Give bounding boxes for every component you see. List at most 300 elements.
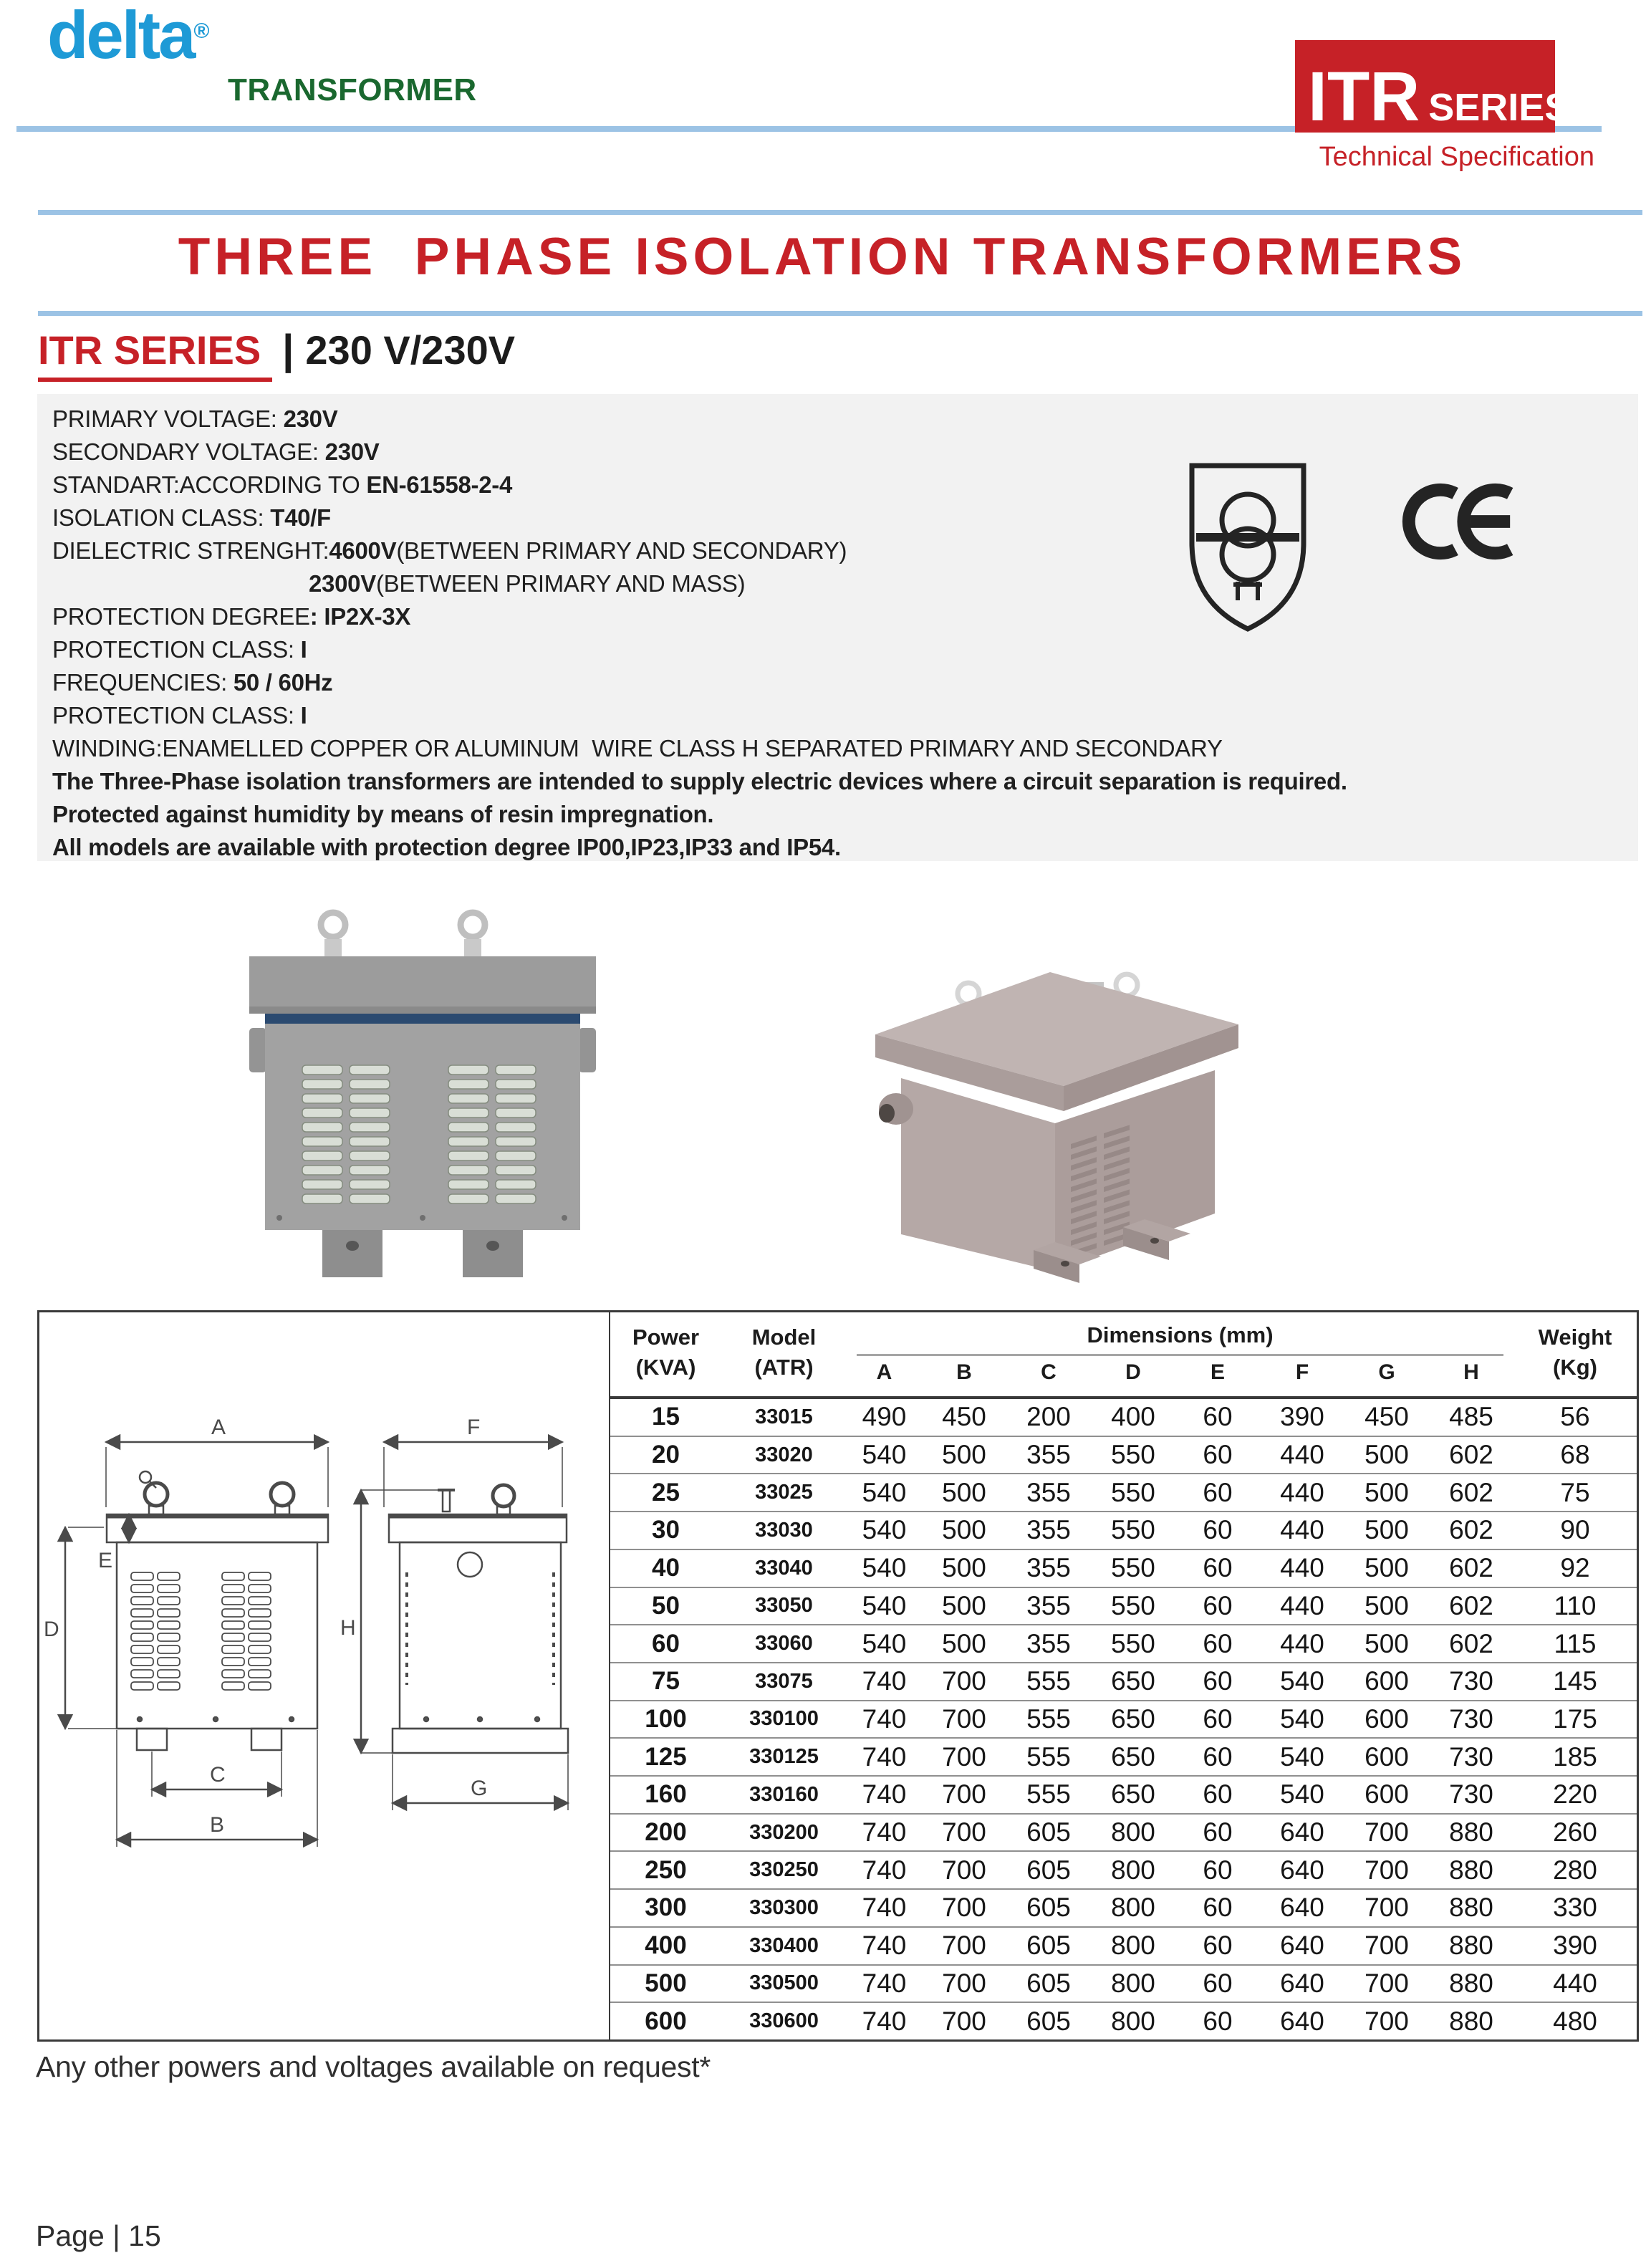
model-cell: 330200 xyxy=(749,1820,819,1844)
dim-cell: 600 xyxy=(1365,1741,1409,1772)
dim-cell: 700 xyxy=(1365,1817,1409,1847)
header-weight xyxy=(1513,1312,1637,1396)
dim-cell: 700 xyxy=(942,2006,986,2036)
dim-cell: 500 xyxy=(1365,1628,1409,1658)
dim-cell: 400 xyxy=(1111,1402,1155,1432)
dim-cell: 740 xyxy=(862,1817,907,1847)
dim-cell: 740 xyxy=(862,1893,907,1923)
dim-cell: 602 xyxy=(1449,1477,1493,1507)
table-data-area xyxy=(610,1312,1637,2039)
table-row xyxy=(610,1473,1637,1511)
dim-cell: 60 xyxy=(1203,1628,1233,1658)
dim-cell: 640 xyxy=(1280,2006,1324,2036)
spec-text: 50 / 60Hz xyxy=(233,669,333,696)
spec-text: (BETWEEN PRIMARY AND SECONDARY) xyxy=(396,537,847,564)
table-row xyxy=(610,1399,1637,1436)
dim-cell: 740 xyxy=(862,1968,907,1998)
dim-cell: 640 xyxy=(1280,1817,1324,1847)
dim-cell: 500 xyxy=(1365,1515,1409,1545)
dimensions-underline xyxy=(857,1354,1503,1356)
dim-cell: 700 xyxy=(1365,1968,1409,1998)
badge-series: ITR xyxy=(1308,57,1420,135)
registered-mark-icon: ® xyxy=(193,19,210,43)
dim-cell: 440 xyxy=(1280,1553,1324,1583)
model-cell: 33075 xyxy=(755,1669,813,1693)
front-view-drawing xyxy=(65,1442,328,1847)
table-row xyxy=(610,2002,1637,2039)
spec-text: All models are available with protection degree IP00,IP23,IP33 and IP54. xyxy=(52,834,841,860)
dim-cell: 605 xyxy=(1026,1968,1071,1998)
dim-cell: 730 xyxy=(1449,1704,1493,1734)
power-cell: 125 xyxy=(645,1742,687,1771)
power-cell: 20 xyxy=(652,1441,680,1469)
dim-cell: 500 xyxy=(942,1515,986,1545)
table-row xyxy=(610,1888,1637,1926)
header-power-line1: Power xyxy=(632,1325,700,1350)
dim-cell: 500 xyxy=(942,1590,986,1620)
power-cell: 50 xyxy=(652,1591,680,1620)
dim-cell: 540 xyxy=(1280,1666,1324,1696)
dim-cell: 640 xyxy=(1280,1855,1324,1885)
header-weight-line1: Weight xyxy=(1538,1325,1612,1350)
dim-cell: 540 xyxy=(862,1590,907,1620)
dim-cell: 605 xyxy=(1026,2006,1071,2036)
dim-cell: 490 xyxy=(862,1402,907,1432)
dimensions-table xyxy=(37,1310,1639,2042)
table-row xyxy=(610,1436,1637,1474)
dim-cell: 700 xyxy=(1365,1931,1409,1961)
dim-cell: 600 xyxy=(1365,1779,1409,1810)
spec-text: DIELECTRIC STRENGHT: xyxy=(52,537,329,564)
power-cell: 250 xyxy=(645,1855,687,1884)
model-cell: 330600 xyxy=(749,2009,819,2033)
dim-label-a: A xyxy=(211,1416,226,1439)
model-cell: 330125 xyxy=(749,1745,819,1769)
dim-cell: 540 xyxy=(1280,1779,1324,1810)
table-row xyxy=(610,1549,1637,1587)
dim-cell: 730 xyxy=(1449,1779,1493,1810)
dim-cell: 740 xyxy=(862,1931,907,1961)
dim-cell: 800 xyxy=(1111,1931,1155,1961)
dim-cell: 602 xyxy=(1449,1628,1493,1658)
dim-cell: 800 xyxy=(1111,1855,1155,1885)
subtitle-series: ITR SERIES xyxy=(38,330,272,382)
dimension-drawings xyxy=(39,1312,609,2039)
spec-text: ISOLATION CLASS: xyxy=(52,504,271,531)
table-row xyxy=(610,1850,1637,1888)
dim-cell: 60 xyxy=(1203,1931,1233,1961)
dim-cell: 60 xyxy=(1203,1440,1233,1470)
title-rule-top xyxy=(38,210,1642,215)
brand-subname: TRANSFORMER xyxy=(228,72,477,107)
power-cell: 400 xyxy=(645,1931,687,1960)
dim-cell: 555 xyxy=(1026,1779,1071,1810)
table-row xyxy=(610,1964,1637,2002)
dim-cell: 550 xyxy=(1111,1515,1155,1545)
dim-cell: 60 xyxy=(1203,1590,1233,1620)
header-power-line2: (KVA) xyxy=(635,1355,696,1380)
weight-cell: 260 xyxy=(1553,1817,1597,1847)
power-cell: 30 xyxy=(652,1516,680,1544)
model-cell: 33015 xyxy=(755,1405,813,1428)
dim-cell: 600 xyxy=(1365,1666,1409,1696)
dim-cell: 700 xyxy=(942,1817,986,1847)
dim-cell: 555 xyxy=(1026,1704,1071,1734)
header-model xyxy=(721,1312,847,1396)
dim-cell: 880 xyxy=(1449,2006,1493,2036)
header-weight-line2: (Kg) xyxy=(1553,1355,1597,1380)
dim-cell: 800 xyxy=(1111,1817,1155,1847)
dim-cell: 440 xyxy=(1280,1477,1324,1507)
dim-cell: 640 xyxy=(1280,1893,1324,1923)
dim-cell: 60 xyxy=(1203,2006,1233,2036)
dim-letter: C xyxy=(1041,1360,1057,1384)
dim-cell: 60 xyxy=(1203,1477,1233,1507)
dim-cell: 800 xyxy=(1111,1893,1155,1923)
spec-text: WINDING:ENAMELLED COPPER OR ALUMINUM WIRE CLASS H SEPARATED PRIMARY AND SECONDARY xyxy=(52,735,1223,761)
dim-cell: 880 xyxy=(1449,1931,1493,1961)
table-row xyxy=(610,1926,1637,1964)
weight-cell: 220 xyxy=(1553,1779,1597,1810)
availability-note: Any other powers and voltages available on request* xyxy=(36,2050,711,2083)
weight-cell: 115 xyxy=(1554,1628,1597,1658)
spec-text: EN-61558-2-4 xyxy=(366,471,513,498)
transformer-perspective-photo xyxy=(834,913,1279,1286)
dim-cell: 740 xyxy=(862,1666,907,1696)
weight-cell: 440 xyxy=(1553,1968,1597,1998)
dim-cell: 740 xyxy=(862,1855,907,1885)
drawing-labels xyxy=(44,1416,487,1837)
weight-cell: 110 xyxy=(1554,1590,1597,1620)
dim-cell: 540 xyxy=(862,1553,907,1583)
table-row xyxy=(610,1737,1637,1775)
spec-panel xyxy=(37,394,1638,861)
dim-cell: 355 xyxy=(1026,1553,1071,1583)
dim-cell: 740 xyxy=(862,2006,907,2036)
dim-cell: 880 xyxy=(1449,1817,1493,1847)
weight-cell: 185 xyxy=(1553,1741,1597,1772)
spec-text: STANDART:ACCORDING TO xyxy=(52,471,367,498)
dim-cell: 602 xyxy=(1449,1440,1493,1470)
spec-line xyxy=(52,567,1638,600)
weight-cell: 175 xyxy=(1553,1704,1597,1734)
dim-label-c: C xyxy=(210,1763,226,1787)
dim-cell: 700 xyxy=(942,1893,986,1923)
dim-cell: 700 xyxy=(942,1704,986,1734)
dim-cell: 355 xyxy=(1026,1515,1071,1545)
dimensions-title: Dimensions (mm) xyxy=(1087,1322,1274,1347)
table-row xyxy=(610,1700,1637,1738)
weight-cell: 68 xyxy=(1560,1440,1590,1470)
dim-cell: 880 xyxy=(1449,1893,1493,1923)
weight-cell: 280 xyxy=(1553,1855,1597,1885)
power-cell: 300 xyxy=(645,1893,687,1922)
dim-cell: 650 xyxy=(1111,1779,1155,1810)
spec-text: 4600V xyxy=(329,537,397,564)
dim-cell: 600 xyxy=(1365,1704,1409,1734)
spec-line xyxy=(52,403,1638,436)
dim-letter: F xyxy=(1295,1360,1309,1384)
dim-cell: 550 xyxy=(1111,1440,1155,1470)
table-row xyxy=(610,1662,1637,1700)
header-power xyxy=(610,1312,721,1396)
spec-line xyxy=(52,666,1638,699)
dim-cell: 740 xyxy=(862,1779,907,1810)
dim-label-e: E xyxy=(98,1549,113,1572)
dim-cell: 602 xyxy=(1449,1515,1493,1545)
table-row xyxy=(610,1511,1637,1549)
dim-label-f: F xyxy=(467,1416,481,1439)
dim-letter: A xyxy=(876,1360,892,1384)
dim-cell: 605 xyxy=(1026,1817,1071,1847)
dim-cell: 500 xyxy=(1365,1440,1409,1470)
dim-cell: 700 xyxy=(942,1779,986,1810)
spec-text: 2300V xyxy=(309,570,376,597)
series-badge xyxy=(1295,40,1571,135)
dim-cell: 700 xyxy=(1365,1893,1409,1923)
dim-cell: 60 xyxy=(1203,1817,1233,1847)
badge-suffix: SERIES xyxy=(1428,86,1571,129)
page-title: THREE PHASE ISOLATION TRANSFORMERS xyxy=(178,228,1467,286)
dim-cell: 880 xyxy=(1449,1968,1493,1998)
header-model-line1: Model xyxy=(751,1325,817,1350)
dim-cell: 640 xyxy=(1280,1931,1324,1961)
dim-cell: 730 xyxy=(1449,1741,1493,1772)
spec-line xyxy=(52,798,1638,831)
dim-cell: 700 xyxy=(1365,1855,1409,1885)
dim-cell: 60 xyxy=(1203,1402,1233,1432)
dim-cell: 880 xyxy=(1449,1855,1493,1885)
dim-cell: 555 xyxy=(1026,1666,1071,1696)
dim-cell: 650 xyxy=(1111,1741,1155,1772)
dim-cell: 355 xyxy=(1026,1628,1071,1658)
spec-line xyxy=(52,633,1638,666)
side-view-drawing xyxy=(361,1442,568,1810)
dim-cell: 740 xyxy=(862,1704,907,1734)
header-model-line2: (ATR) xyxy=(754,1355,814,1380)
dim-cell: 500 xyxy=(942,1553,986,1583)
dim-cell: 450 xyxy=(942,1402,986,1432)
spec-text: 230V xyxy=(283,405,338,432)
power-cell: 15 xyxy=(652,1403,680,1431)
model-cell: 330160 xyxy=(749,1782,819,1806)
weight-cell: 75 xyxy=(1560,1477,1590,1507)
brand-name: delta xyxy=(47,0,194,72)
spec-text: : IP2X-3X xyxy=(309,603,411,630)
dim-cell: 605 xyxy=(1026,1855,1071,1885)
dim-cell: 550 xyxy=(1111,1553,1155,1583)
weight-cell: 330 xyxy=(1553,1893,1597,1923)
power-cell: 75 xyxy=(652,1667,680,1696)
dim-cell: 60 xyxy=(1203,1893,1233,1923)
dim-cell: 60 xyxy=(1203,1515,1233,1545)
header-dimensions xyxy=(847,1312,1513,1396)
power-cell: 100 xyxy=(645,1704,687,1733)
model-cell: 33020 xyxy=(755,1443,813,1466)
dim-cell: 540 xyxy=(862,1515,907,1545)
dim-letter: H xyxy=(1463,1360,1479,1384)
subtitle xyxy=(38,327,516,382)
dim-cell: 602 xyxy=(1449,1553,1493,1583)
model-cell: 33040 xyxy=(755,1556,813,1580)
dim-letter: G xyxy=(1378,1360,1395,1384)
table-row xyxy=(610,1624,1637,1662)
dim-cell: 740 xyxy=(862,1741,907,1772)
dim-cell: 700 xyxy=(942,1931,986,1961)
spec-text: (BETWEEN PRIMARY AND MASS) xyxy=(375,570,746,597)
dim-cell: 700 xyxy=(942,1855,986,1885)
ce-mark-icon xyxy=(1397,483,1527,560)
dim-cell: 440 xyxy=(1280,1628,1324,1658)
subtitle-divider: | xyxy=(282,327,294,373)
model-cell: 330500 xyxy=(749,1971,819,1995)
dim-cell: 540 xyxy=(1280,1741,1324,1772)
dim-cell: 355 xyxy=(1026,1477,1071,1507)
dim-cell: 550 xyxy=(1111,1628,1155,1658)
dim-cell: 605 xyxy=(1026,1893,1071,1923)
weight-cell: 145 xyxy=(1553,1666,1597,1696)
dim-cell: 550 xyxy=(1111,1590,1155,1620)
table-row xyxy=(610,1775,1637,1813)
model-cell: 33025 xyxy=(755,1481,813,1504)
dim-cell: 60 xyxy=(1203,1704,1233,1734)
subtitle-ratio: 230 V/230V xyxy=(305,327,516,373)
weight-cell: 56 xyxy=(1560,1402,1590,1432)
model-cell: 330250 xyxy=(749,1858,819,1882)
dim-cell: 450 xyxy=(1365,1402,1409,1432)
dim-cell: 540 xyxy=(862,1440,907,1470)
dim-cell: 700 xyxy=(1365,2006,1409,2036)
power-cell: 160 xyxy=(645,1780,687,1809)
table-header xyxy=(610,1312,1637,1399)
dim-cell: 60 xyxy=(1203,1741,1233,1772)
spec-line xyxy=(52,831,1638,864)
dim-cell: 500 xyxy=(942,1628,986,1658)
dim-cell: 650 xyxy=(1111,1666,1155,1696)
dim-cell: 800 xyxy=(1111,1968,1155,1998)
spec-text: Protected against humidity by means of resin impregnation. xyxy=(52,801,714,827)
dim-cell: 60 xyxy=(1203,1666,1233,1696)
spec-text: PRIMARY VOLTAGE: xyxy=(52,405,284,432)
dim-cell: 730 xyxy=(1449,1666,1493,1696)
dim-cell: 540 xyxy=(1280,1704,1324,1734)
dim-cell: 440 xyxy=(1280,1515,1324,1545)
dim-cell: 485 xyxy=(1449,1402,1493,1432)
power-cell: 200 xyxy=(645,1818,687,1847)
spec-lines xyxy=(37,394,1638,864)
dim-cell: 355 xyxy=(1026,1590,1071,1620)
transformer-front-view-photo xyxy=(236,899,609,1289)
dim-letter: E xyxy=(1210,1360,1225,1384)
spec-line xyxy=(52,436,1638,469)
dim-cell: 602 xyxy=(1449,1590,1493,1620)
page-number: Page | 15 xyxy=(36,2219,161,2252)
spec-text: FREQUENCIES: xyxy=(52,669,234,696)
dim-cell: 540 xyxy=(862,1628,907,1658)
spec-text: I xyxy=(300,702,307,729)
dim-cell: 500 xyxy=(1365,1477,1409,1507)
weight-cell: 92 xyxy=(1560,1553,1590,1583)
spec-line xyxy=(52,765,1638,798)
spec-text: 230V xyxy=(324,438,380,465)
weight-cell: 390 xyxy=(1553,1931,1597,1961)
dim-cell: 605 xyxy=(1026,1931,1071,1961)
dim-cell: 800 xyxy=(1111,2006,1155,2036)
dim-letter: D xyxy=(1125,1360,1141,1384)
dim-cell: 500 xyxy=(1365,1553,1409,1583)
dim-label-h: H xyxy=(340,1616,356,1640)
spec-line xyxy=(52,732,1638,765)
dim-cell: 500 xyxy=(1365,1590,1409,1620)
power-cell: 60 xyxy=(652,1629,680,1658)
isolation-transformer-shield-icon xyxy=(1183,458,1312,636)
power-cell: 500 xyxy=(645,1969,687,1997)
dim-cell: 390 xyxy=(1280,1402,1324,1432)
dim-cell: 355 xyxy=(1026,1440,1071,1470)
dim-cell: 700 xyxy=(942,1666,986,1696)
spec-line xyxy=(52,600,1638,633)
spec-text: PROTECTION CLASS: xyxy=(52,702,301,729)
dim-cell: 200 xyxy=(1026,1402,1071,1432)
tagline: Technical Specification xyxy=(1319,142,1594,172)
dim-cell: 540 xyxy=(862,1477,907,1507)
model-cell: 330300 xyxy=(749,1895,819,1919)
model-cell: 33030 xyxy=(755,1518,813,1542)
dim-cell: 700 xyxy=(942,1741,986,1772)
spec-text: PROTECTION DEGREE xyxy=(52,603,310,630)
model-cell: 33060 xyxy=(755,1632,813,1656)
dim-letter: B xyxy=(956,1360,972,1384)
spec-text: T40/F xyxy=(270,504,331,531)
dimension-letters xyxy=(847,1360,1513,1385)
spec-text: PROTECTION CLASS: xyxy=(52,636,301,663)
power-cell: 40 xyxy=(652,1554,680,1582)
spec-line xyxy=(52,699,1638,732)
dim-cell: 550 xyxy=(1111,1477,1155,1507)
table-row xyxy=(610,1587,1637,1625)
spec-text: I xyxy=(300,636,307,663)
spec-text: SECONDARY VOLTAGE: xyxy=(52,438,325,465)
title-rule-bottom xyxy=(38,311,1642,316)
dim-label-d: D xyxy=(44,1618,59,1641)
dim-cell: 500 xyxy=(942,1477,986,1507)
dim-cell: 60 xyxy=(1203,1855,1233,1885)
brand-logo xyxy=(47,0,210,72)
dim-cell: 555 xyxy=(1026,1741,1071,1772)
power-cell: 600 xyxy=(645,2007,687,2035)
dim-label-g: G xyxy=(471,1777,488,1800)
model-cell: 330100 xyxy=(749,1707,819,1731)
weight-cell: 90 xyxy=(1560,1515,1590,1545)
weight-cell: 480 xyxy=(1553,2006,1597,2036)
dim-cell: 640 xyxy=(1280,1968,1324,1998)
table-row xyxy=(610,1813,1637,1851)
dim-cell: 650 xyxy=(1111,1704,1155,1734)
dim-cell: 500 xyxy=(942,1440,986,1470)
dim-cell: 60 xyxy=(1203,1779,1233,1810)
table-rows xyxy=(610,1399,1637,2039)
power-cell: 25 xyxy=(652,1478,680,1507)
dim-cell: 60 xyxy=(1203,1553,1233,1583)
dim-label-b: B xyxy=(210,1813,225,1837)
model-cell: 33050 xyxy=(755,1594,813,1618)
spec-text: The Three-Phase isolation transformers are intended to supply electric devices where a circuit separation is required. xyxy=(52,768,1347,794)
model-cell: 330400 xyxy=(749,1933,819,1957)
dim-cell: 60 xyxy=(1203,1968,1233,1998)
dim-cell: 440 xyxy=(1280,1590,1324,1620)
dim-cell: 700 xyxy=(942,1968,986,1998)
dim-cell: 440 xyxy=(1280,1440,1324,1470)
